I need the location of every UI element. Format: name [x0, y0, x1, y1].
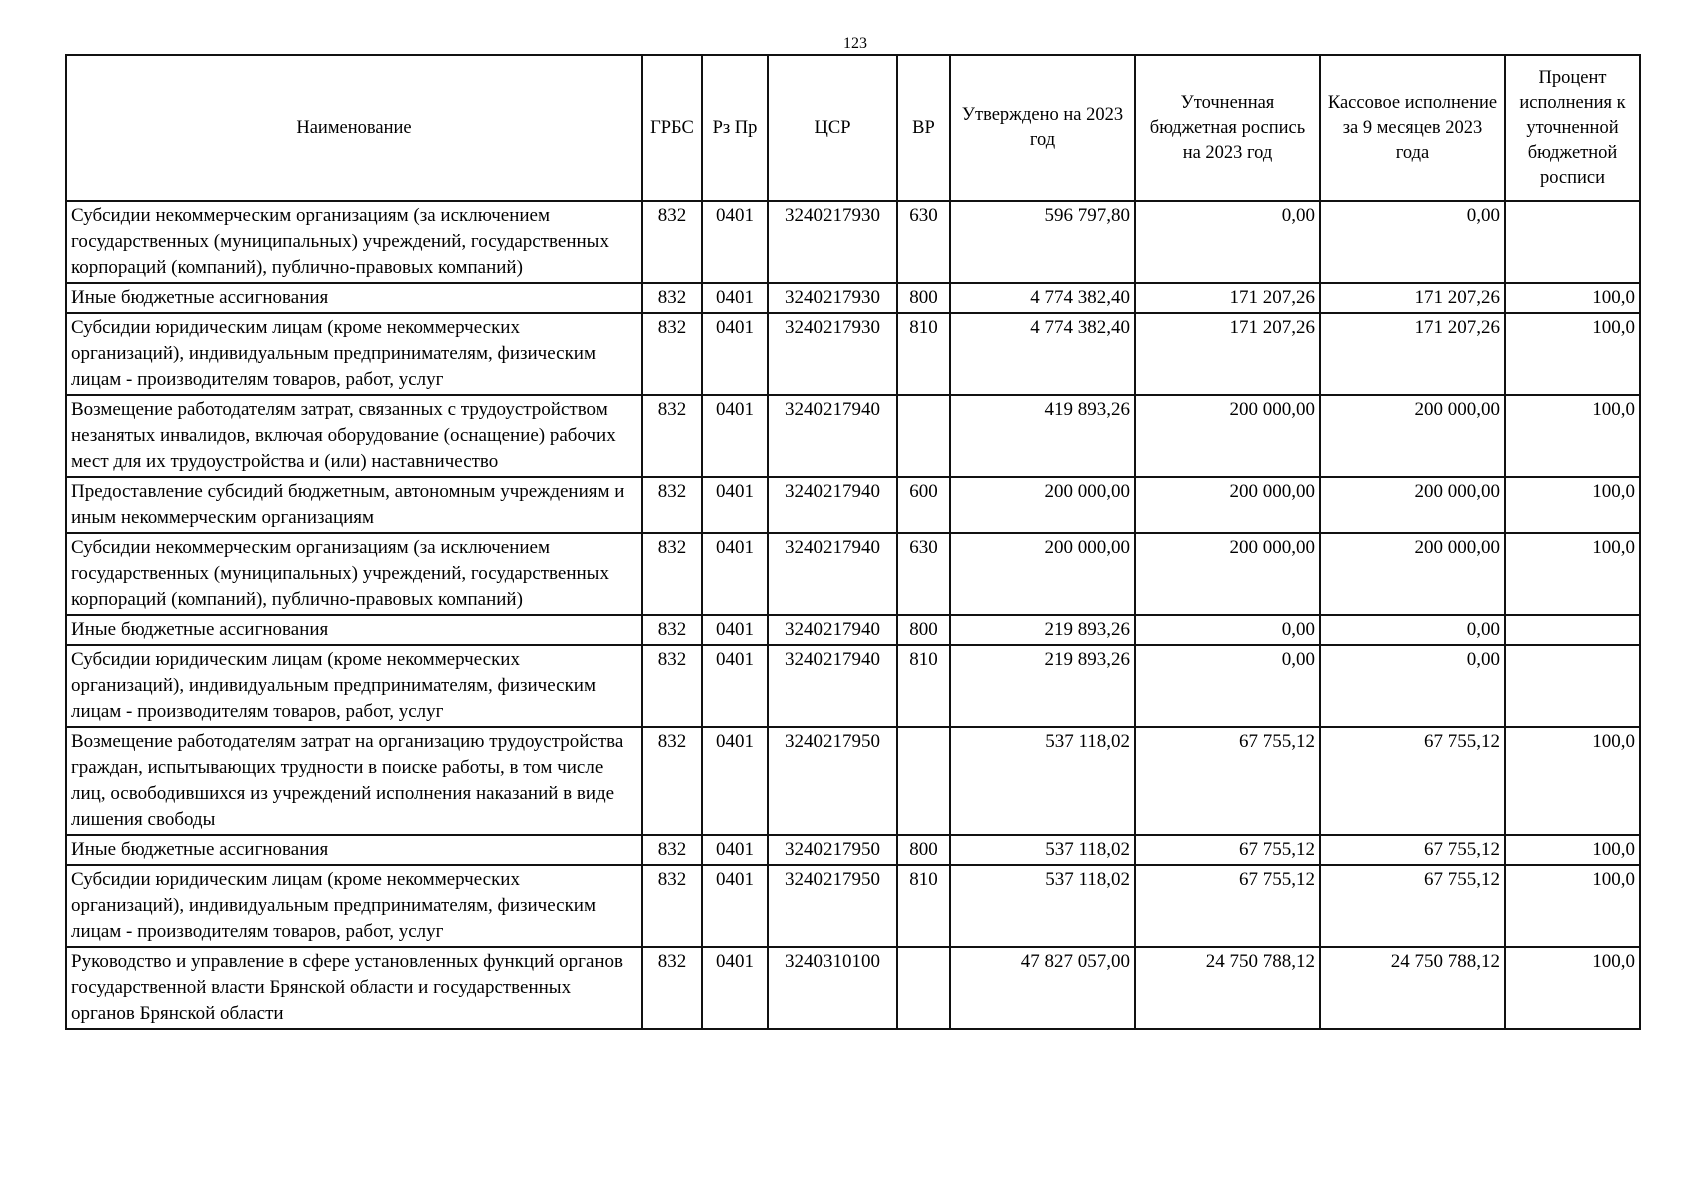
cell-vr	[897, 395, 950, 477]
cell-vr: 810	[897, 645, 950, 727]
cell-vr: 800	[897, 283, 950, 313]
cell-percent: 100,0	[1505, 727, 1640, 835]
cell-refined: 0,00	[1135, 615, 1320, 645]
cell-refined: 67 755,12	[1135, 835, 1320, 865]
header-rzpr: Рз Пр	[702, 55, 768, 201]
cell-rzpr: 0401	[702, 313, 768, 395]
header-vr: ВР	[897, 55, 950, 201]
cell-approved: 537 118,02	[950, 835, 1135, 865]
header-approved: Утверждено на 2023 год	[950, 55, 1135, 201]
cell-grbs: 832	[642, 615, 702, 645]
cell-cash: 67 755,12	[1320, 865, 1505, 947]
header-grbs: ГРБС	[642, 55, 702, 201]
cell-vr	[897, 947, 950, 1029]
cell-rzpr: 0401	[702, 865, 768, 947]
cell-cash: 24 750 788,12	[1320, 947, 1505, 1029]
cell-cash: 0,00	[1320, 645, 1505, 727]
cell-percent: 100,0	[1505, 947, 1640, 1029]
header-row	[66, 55, 1640, 201]
cell-percent: 100,0	[1505, 835, 1640, 865]
table-row	[66, 865, 1640, 947]
cell-csr: 3240310100	[768, 947, 897, 1029]
cell-csr: 3240217930	[768, 201, 897, 283]
cell-grbs: 832	[642, 645, 702, 727]
cell-grbs: 832	[642, 947, 702, 1029]
header-name: Наименование	[66, 55, 642, 201]
cell-cash: 0,00	[1320, 201, 1505, 283]
cell-name: Иные бюджетные ассигнования	[66, 615, 642, 645]
cell-grbs: 832	[642, 727, 702, 835]
cell-cash: 67 755,12	[1320, 835, 1505, 865]
cell-vr: 600	[897, 477, 950, 533]
table-row	[66, 313, 1640, 395]
cell-refined: 0,00	[1135, 645, 1320, 727]
cell-percent	[1505, 201, 1640, 283]
cell-approved: 219 893,26	[950, 645, 1135, 727]
cell-percent: 100,0	[1505, 395, 1640, 477]
table-row	[66, 533, 1640, 615]
table-row	[66, 395, 1640, 477]
cell-csr: 3240217930	[768, 313, 897, 395]
cell-csr: 3240217940	[768, 533, 897, 615]
cell-grbs: 832	[642, 283, 702, 313]
cell-approved: 219 893,26	[950, 615, 1135, 645]
cell-refined: 67 755,12	[1135, 727, 1320, 835]
cell-csr: 3240217940	[768, 477, 897, 533]
cell-name: Руководство и управление в сфере установленных функций органов государственной власти Брянской области и государственных органов Брянской области	[66, 947, 642, 1029]
cell-refined: 200 000,00	[1135, 477, 1320, 533]
cell-csr: 3240217950	[768, 727, 897, 835]
cell-rzpr: 0401	[702, 615, 768, 645]
cell-rzpr: 0401	[702, 395, 768, 477]
page-number: 123	[843, 35, 867, 52]
cell-rzpr: 0401	[702, 835, 768, 865]
cell-vr	[897, 727, 950, 835]
table-row	[66, 283, 1640, 313]
cell-csr: 3240217940	[768, 645, 897, 727]
cell-vr: 810	[897, 313, 950, 395]
cell-refined: 0,00	[1135, 201, 1320, 283]
cell-approved: 537 118,02	[950, 865, 1135, 947]
cell-approved: 200 000,00	[950, 477, 1135, 533]
cell-refined: 171 207,26	[1135, 313, 1320, 395]
cell-csr: 3240217940	[768, 615, 897, 645]
cell-percent: 100,0	[1505, 313, 1640, 395]
cell-rzpr: 0401	[702, 645, 768, 727]
cell-cash: 171 207,26	[1320, 313, 1505, 395]
table-row	[66, 645, 1640, 727]
header-percent: Процент исполнения к уточненной бюджетной росписи	[1505, 55, 1640, 201]
header-cash: Кассовое исполнение за 9 месяцев 2023 года	[1320, 55, 1505, 201]
cell-refined: 200 000,00	[1135, 395, 1320, 477]
cell-grbs: 832	[642, 395, 702, 477]
cell-cash: 0,00	[1320, 615, 1505, 645]
cell-cash: 200 000,00	[1320, 477, 1505, 533]
cell-name: Иные бюджетные ассигнования	[66, 283, 642, 313]
cell-refined: 67 755,12	[1135, 865, 1320, 947]
cell-approved: 537 118,02	[950, 727, 1135, 835]
cell-name: Предоставление субсидий бюджетным, автономным учреждениям и иным некоммерческим организациям	[66, 477, 642, 533]
cell-approved: 47 827 057,00	[950, 947, 1135, 1029]
cell-refined: 171 207,26	[1135, 283, 1320, 313]
table-row	[66, 835, 1640, 865]
cell-rzpr: 0401	[702, 533, 768, 615]
cell-approved: 200 000,00	[950, 533, 1135, 615]
table-row	[66, 947, 1640, 1029]
cell-percent: 100,0	[1505, 865, 1640, 947]
cell-cash: 67 755,12	[1320, 727, 1505, 835]
cell-name: Субсидии юридическим лицам (кроме некоммерческих организаций), индивидуальным предпринимателям, физическим лицам - производителям товаров, работ, услуг	[66, 645, 642, 727]
cell-csr: 3240217940	[768, 395, 897, 477]
cell-refined: 200 000,00	[1135, 533, 1320, 615]
cell-grbs: 832	[642, 313, 702, 395]
cell-cash: 200 000,00	[1320, 395, 1505, 477]
cell-name: Возмещение работодателям затрат на организацию трудоустройства граждан, испытывающих трудности в поиске работы, в том числе лиц, освободившихся из учреждений исполнения наказаний в виде лишения свободы	[66, 727, 642, 835]
cell-grbs: 832	[642, 201, 702, 283]
cell-percent: 100,0	[1505, 477, 1640, 533]
cell-vr: 630	[897, 533, 950, 615]
cell-rzpr: 0401	[702, 283, 768, 313]
table-row	[66, 727, 1640, 835]
header-refined: Уточненная бюджетная роспись на 2023 год	[1135, 55, 1320, 201]
cell-vr: 810	[897, 865, 950, 947]
cell-approved: 4 774 382,40	[950, 283, 1135, 313]
cell-grbs: 832	[642, 865, 702, 947]
cell-csr: 3240217950	[768, 835, 897, 865]
cell-cash: 171 207,26	[1320, 283, 1505, 313]
table-row	[66, 615, 1640, 645]
cell-percent	[1505, 615, 1640, 645]
cell-csr: 3240217950	[768, 865, 897, 947]
cell-name: Субсидии юридическим лицам (кроме некоммерческих организаций), индивидуальным предпринимателям, физическим лицам - производителям товаров, работ, услуг	[66, 865, 642, 947]
cell-rzpr: 0401	[702, 947, 768, 1029]
cell-refined: 24 750 788,12	[1135, 947, 1320, 1029]
cell-rzpr: 0401	[702, 201, 768, 283]
cell-rzpr: 0401	[702, 727, 768, 835]
cell-name: Субсидии некоммерческим организациям (за исключением государственных (муниципальных) учреждений, государственных корпораций (компаний), публично-правовых компаний)	[66, 533, 642, 615]
cell-grbs: 832	[642, 477, 702, 533]
cell-rzpr: 0401	[702, 477, 768, 533]
cell-csr: 3240217930	[768, 283, 897, 313]
cell-vr: 800	[897, 835, 950, 865]
cell-percent: 100,0	[1505, 283, 1640, 313]
cell-name: Иные бюджетные ассигнования	[66, 835, 642, 865]
table-row	[66, 201, 1640, 283]
cell-approved: 419 893,26	[950, 395, 1135, 477]
cell-percent: 100,0	[1505, 533, 1640, 615]
cell-name: Возмещение работодателям затрат, связанных с трудоустройством незанятых инвалидов, включая оборудование (оснащение) рабочих мест для их трудоустройства и (или) наставничество	[66, 395, 642, 477]
cell-approved: 596 797,80	[950, 201, 1135, 283]
budget-table	[65, 54, 1641, 1030]
cell-percent	[1505, 645, 1640, 727]
cell-vr: 800	[897, 615, 950, 645]
header-csr: ЦСР	[768, 55, 897, 201]
cell-grbs: 832	[642, 533, 702, 615]
table-row	[66, 477, 1640, 533]
cell-vr: 630	[897, 201, 950, 283]
cell-cash: 200 000,00	[1320, 533, 1505, 615]
cell-name: Субсидии юридическим лицам (кроме некоммерческих организаций), индивидуальным предпринимателям, физическим лицам - производителям товаров, работ, услуг	[66, 313, 642, 395]
cell-grbs: 832	[642, 835, 702, 865]
cell-approved: 4 774 382,40	[950, 313, 1135, 395]
cell-name: Субсидии некоммерческим организациям (за исключением государственных (муниципальных) учреждений, государственных корпораций (компаний), публично-правовых компаний)	[66, 201, 642, 283]
